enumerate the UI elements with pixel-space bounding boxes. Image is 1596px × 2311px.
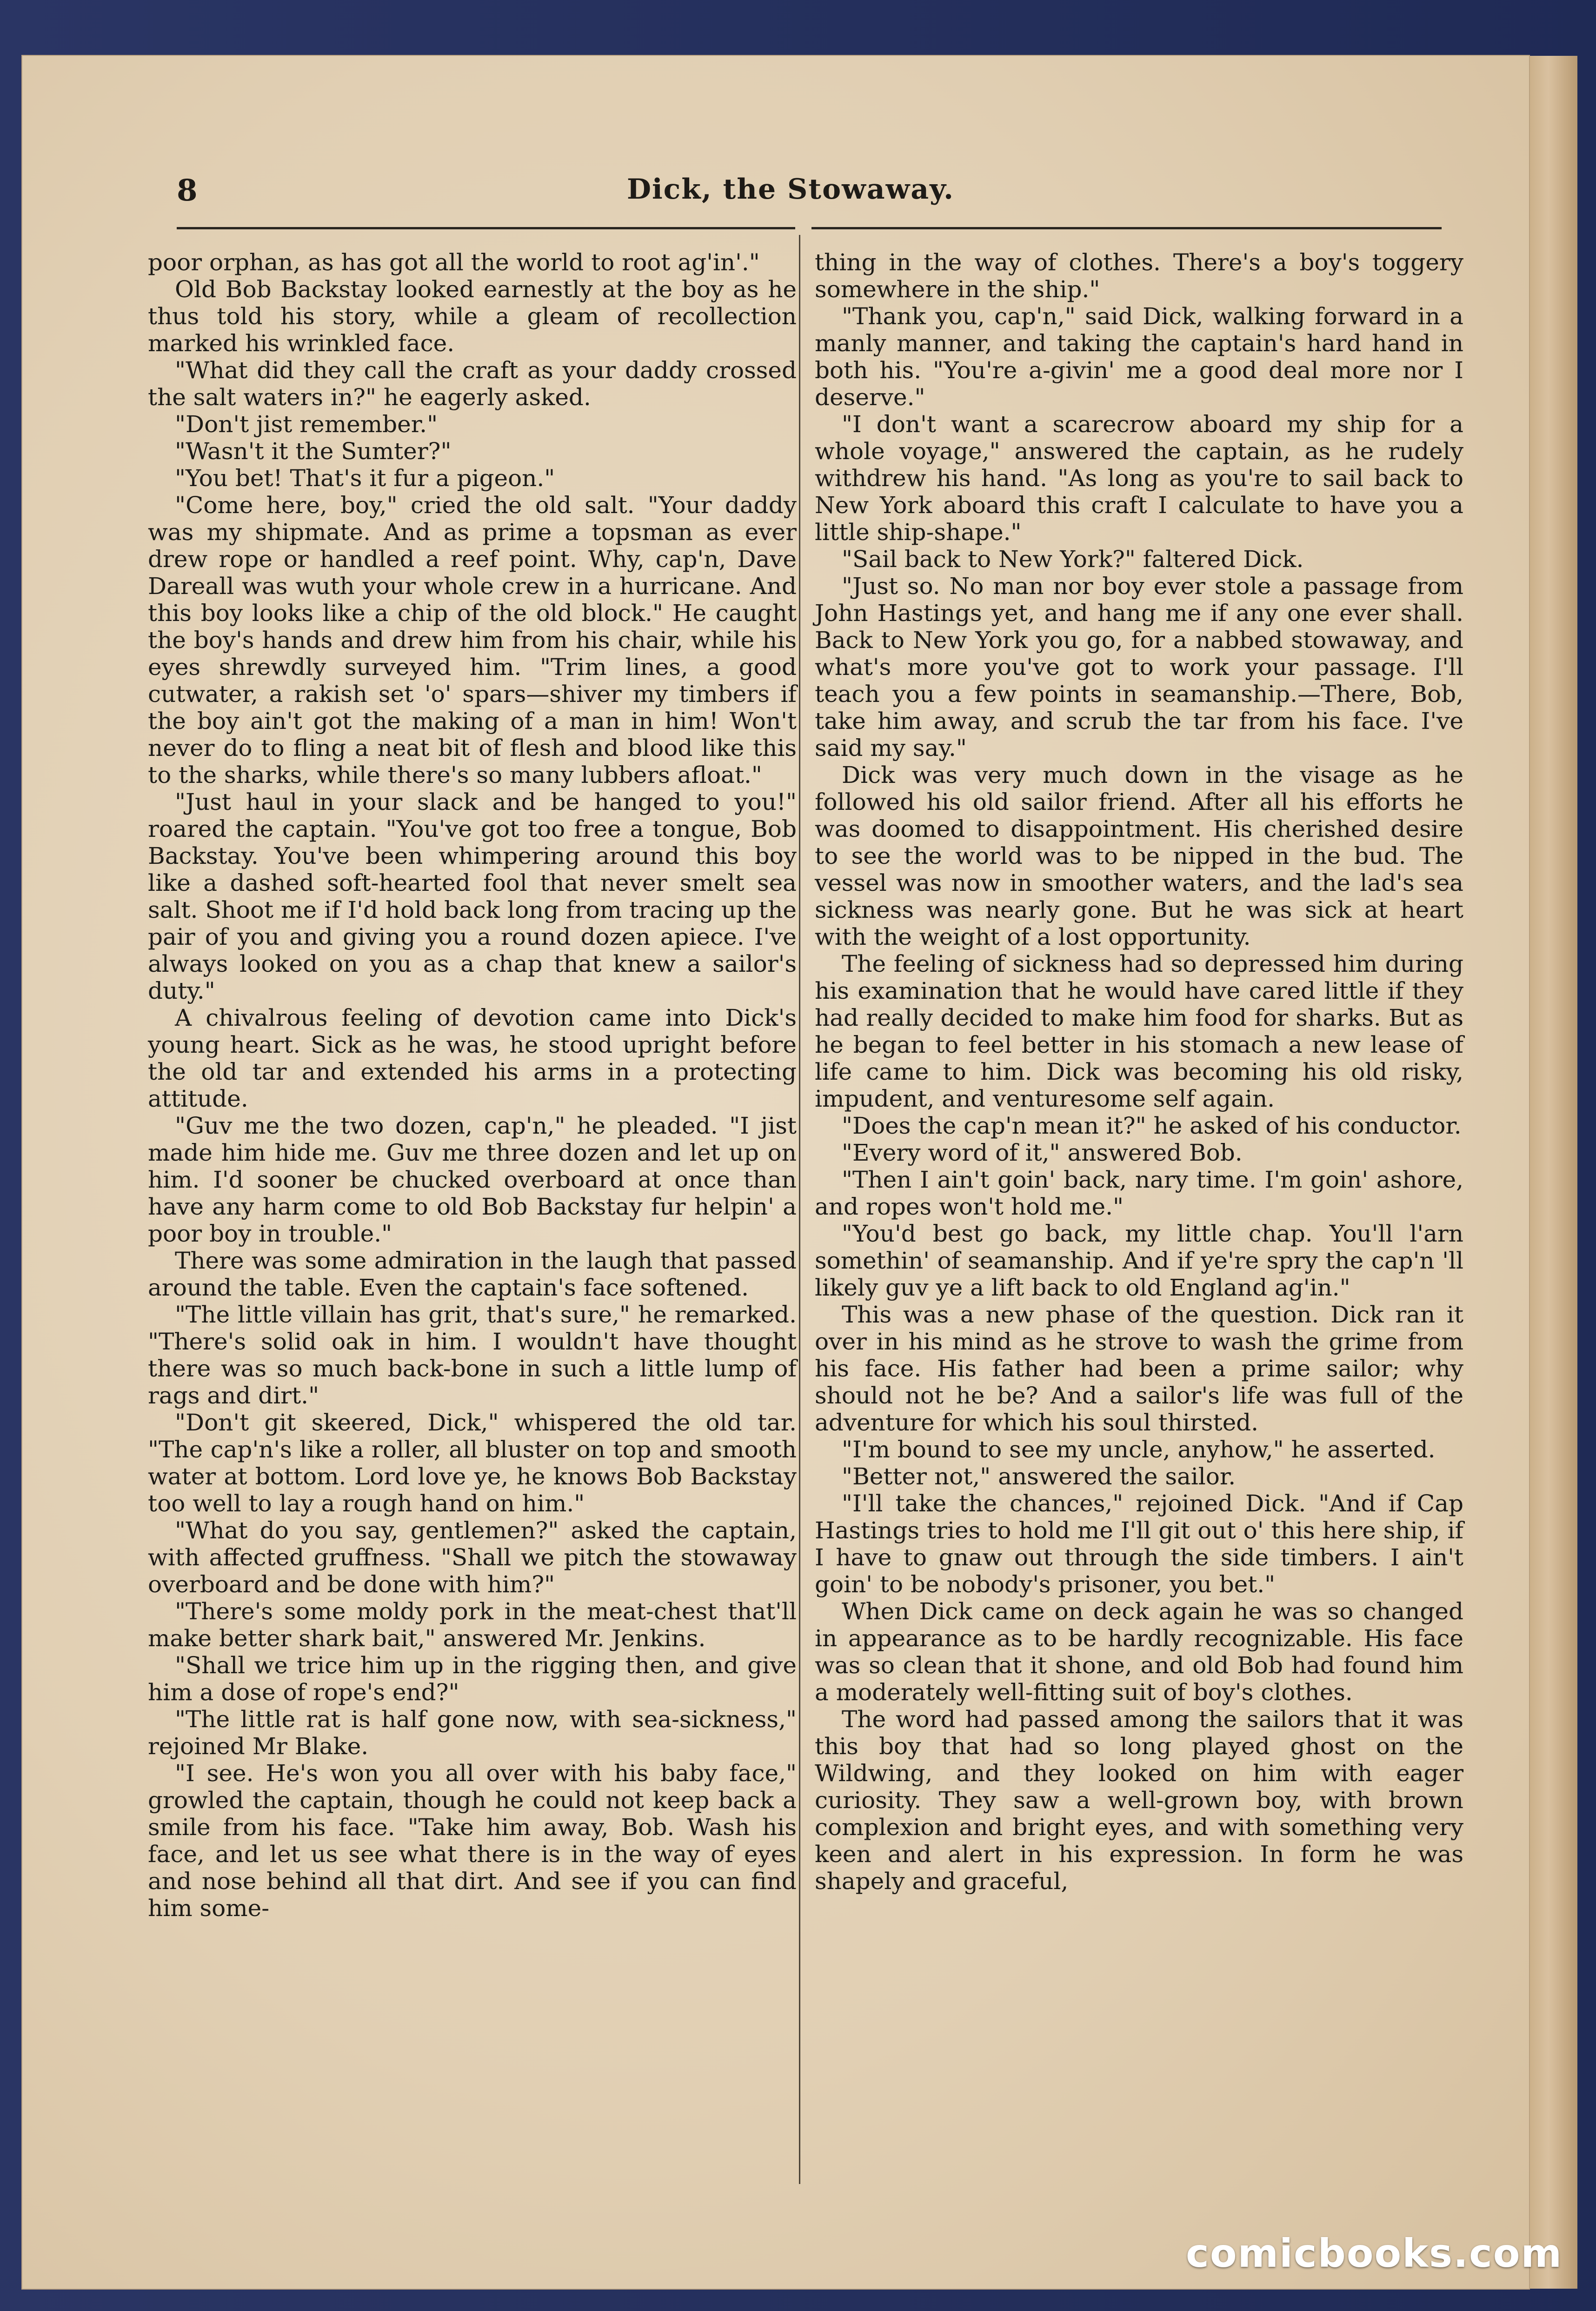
paragraph: "Just haul in your slack and be hanged to you!" roared the captain. "You've got too free a tongue, Bob Backstay. You've been whimpering around this boy like a dashed soft-hearted fool that never smelt sea salt. Shoot me if I'd hold back long from tracing up the pair of you and giving you a round dozen apiece. I've always looked on you as a chap that knew a sailor's duty." xyxy=(148,788,797,1004)
paragraph: "Wasn't it the Sumter?" xyxy=(175,438,452,465)
paragraph: "Shall we trice him up in the rigging then, and give him a dose of rope's end?" xyxy=(148,1652,797,1706)
paragraph: "You'd best go back, my little chap. You'll l'arn somethin' of seamanship. And if ye're spry the cap'n 'll likely guv ye a lift back to old England ag'in." xyxy=(815,1220,1463,1301)
paragraph: "I'm bound to see my uncle, anyhow," he asserted. xyxy=(842,1436,1436,1463)
paragraph: "Sail back to New York?" faltered Dick. xyxy=(842,546,1304,573)
paragraph: "Does the cap'n mean it?" he asked of his conductor. xyxy=(842,1112,1462,1139)
paragraph: "The little villain has grit, that's sure," he remarked. "There's solid oak in him. I wouldn't have thought there was so much back-bone in such a little lump of rags and dirt." xyxy=(148,1301,797,1409)
paragraph: "Come here, boy," cried the old salt. "Your daddy was my shipmate. And as prime a topsman as ever drew rope or handled a reef point. Why, cap'n, Dave Dareall was wuth your whole crew in a hurricane. And this boy looks like a chip of the old block." He caught the boy's hands and drew him from his chair, while his eyes shrewdly surveyed him. "Trim lines, a good cutwater, a rakish set 'o' spars—shiver my timbers if the boy ain't got the making of a man in him! Won't never do to fling a neat bit of flesh and blood like this to the sharks, while there's so many lubbers afloat." xyxy=(148,492,797,788)
right-column xyxy=(815,249,1463,2175)
paragraph: "What did they call the craft as your daddy crossed the salt waters in?" he eagerly asked. xyxy=(148,357,797,411)
paragraph: "Guv me the two dozen, cap'n," he pleaded. "I jist made him hide me. Guv me three dozen and let up on him. I'd sooner be chucked overboard at once than have any harm come to old Bob Backstay fur helpin' a poor boy in trouble." xyxy=(148,1112,797,1247)
paragraph: When Dick came on deck again he was so changed in appearance as to be hardly recognizable. His face was so clean that it shone, and old Bob had found him a moderately well-fitting suit of boy's clothes. xyxy=(815,1598,1463,1706)
paragraph: "I see. He's won you all over with his baby face," growled the captain, though he could not keep back a smile from his face. "Take him away, Bob. Wash his face, and let us see what there is in the way of eyes and nose behind all that dirt. And see if you can find him some- xyxy=(148,1760,797,1922)
paragraph: "The little rat is half gone now, with sea-sickness," rejoined Mr Blake. xyxy=(148,1706,797,1760)
paragraph: "Don't jist remember." xyxy=(175,411,438,438)
paragraph: "What do you say, gentlemen?" asked the captain, with affected gruffness. "Shall we pitch the stowaway overboard and be done with him?" xyxy=(148,1517,797,1598)
paragraph: "Just so. No man nor boy ever stole a passage from John Hastings yet, and hang me if any one ever shall. Back to New York you go, for a nabbed stowaway, and what's more you've got to work your passage. I'll teach you a few points in seamanship.—There, Bob, take him away, and scrub the tar from his face. I've said my say." xyxy=(815,573,1463,761)
column-divider xyxy=(799,235,800,2184)
paragraph: The feeling of sickness had so depressed him during his examination that he would have cared little if they had really decided to make him food for sharks. But as he began to feel better in his stomach a new lease of life came to him. Dick was becoming his old risky, impudent, and venturesome self again. xyxy=(815,950,1463,1112)
paragraph: "Better not," answered the sailor. xyxy=(842,1463,1236,1490)
next-page-edge xyxy=(1529,56,1577,2289)
paragraph: Dick was very much down in the visage as he followed his old sailor friend. After all his efforts he was doomed to disappointment. His cherished desire to see the world was to be nipped in the bud. The vessel was now in smoother waters, and the lad's sea sickness was nearly gone. But he was sick at heart with the weight of a lost opportunity. xyxy=(815,761,1463,950)
page-number: 8 xyxy=(177,173,198,208)
paragraph: A chivalrous feeling of devotion came into Dick's young heart. Sick as he was, he stood upright before the old tar and extended his arms in a protecting attitude. xyxy=(148,1004,797,1112)
left-column xyxy=(148,249,797,2175)
paragraph: "Then I ain't goin' back, nary time. I'm goin' ashore, and ropes won't hold me." xyxy=(815,1166,1463,1220)
paragraph: "Thank you, cap'n," said Dick, walking forward in a manly manner, and taking the captain's hard hand in both his. "You're a-givin' me a good deal more nor I deserve." xyxy=(815,303,1463,411)
running-title: Dick, the Stowaway. xyxy=(626,173,955,206)
paragraph: "I'll take the chances," rejoined Dick. "And if Cap Hastings tries to hold me I'll git out o' this here ship, if I have to gnaw out through the side timbers. I ain't goin' to be nobody's prisoner, you bet." xyxy=(815,1490,1463,1598)
paragraph: "I don't want a scarecrow aboard my ship for a whole voyage," answered the captain, as he rudely withdrew his hand. "As long as you're to sail back to New York aboard this craft I calculate to have you a little ship-shape." xyxy=(815,411,1463,546)
header-rule-left xyxy=(177,227,795,229)
paragraph: There was some admiration in the laugh that passed around the table. Even the captain's face softened. xyxy=(148,1247,797,1301)
paragraph: poor orphan, as has got all the world to root ag'in'." xyxy=(148,249,760,276)
watermark: comicbooks.com xyxy=(1186,2231,1563,2276)
paragraph: This was a new phase of the question. Dick ran it over in his mind as he strove to wash the grime from his face. His father had been a prime sailor; why should not he be? And a sailor's life was full of the adventure for which his soul thirsted. xyxy=(815,1301,1463,1436)
paragraph: The word had passed among the sailors that it was this boy that had so long played ghost on the Wildwing, and they looked on him with eager curiosity. They saw a well-grown boy, with brown complexion and bright eyes, and with something very keen and alert in his expression. In form he was shapely and graceful, xyxy=(815,1706,1463,1895)
paragraph: "Don't git skeered, Dick," whispered the old tar. "The cap'n's like a roller, all bluster on top and smooth water at bottom. Lord love ye, he knows Bob Backstay too well to lay a rough hand on him." xyxy=(148,1409,797,1517)
paragraph: Old Bob Backstay looked earnestly at the boy as he thus told his story, while a gleam of recollection marked his wrinkled face. xyxy=(148,276,797,357)
paragraph: "Every word of it," answered Bob. xyxy=(842,1139,1243,1166)
paragraph: "There's some moldy pork in the meat-chest that'll make better shark bait," answered Mr. Jenkins. xyxy=(148,1598,797,1652)
page-header xyxy=(140,173,1442,224)
paragraph: thing in the way of clothes. There's a boy's toggery somewhere in the ship." xyxy=(815,249,1463,303)
header-rule-right xyxy=(811,227,1442,229)
paragraph: "You bet! That's it fur a pigeon." xyxy=(175,465,555,492)
